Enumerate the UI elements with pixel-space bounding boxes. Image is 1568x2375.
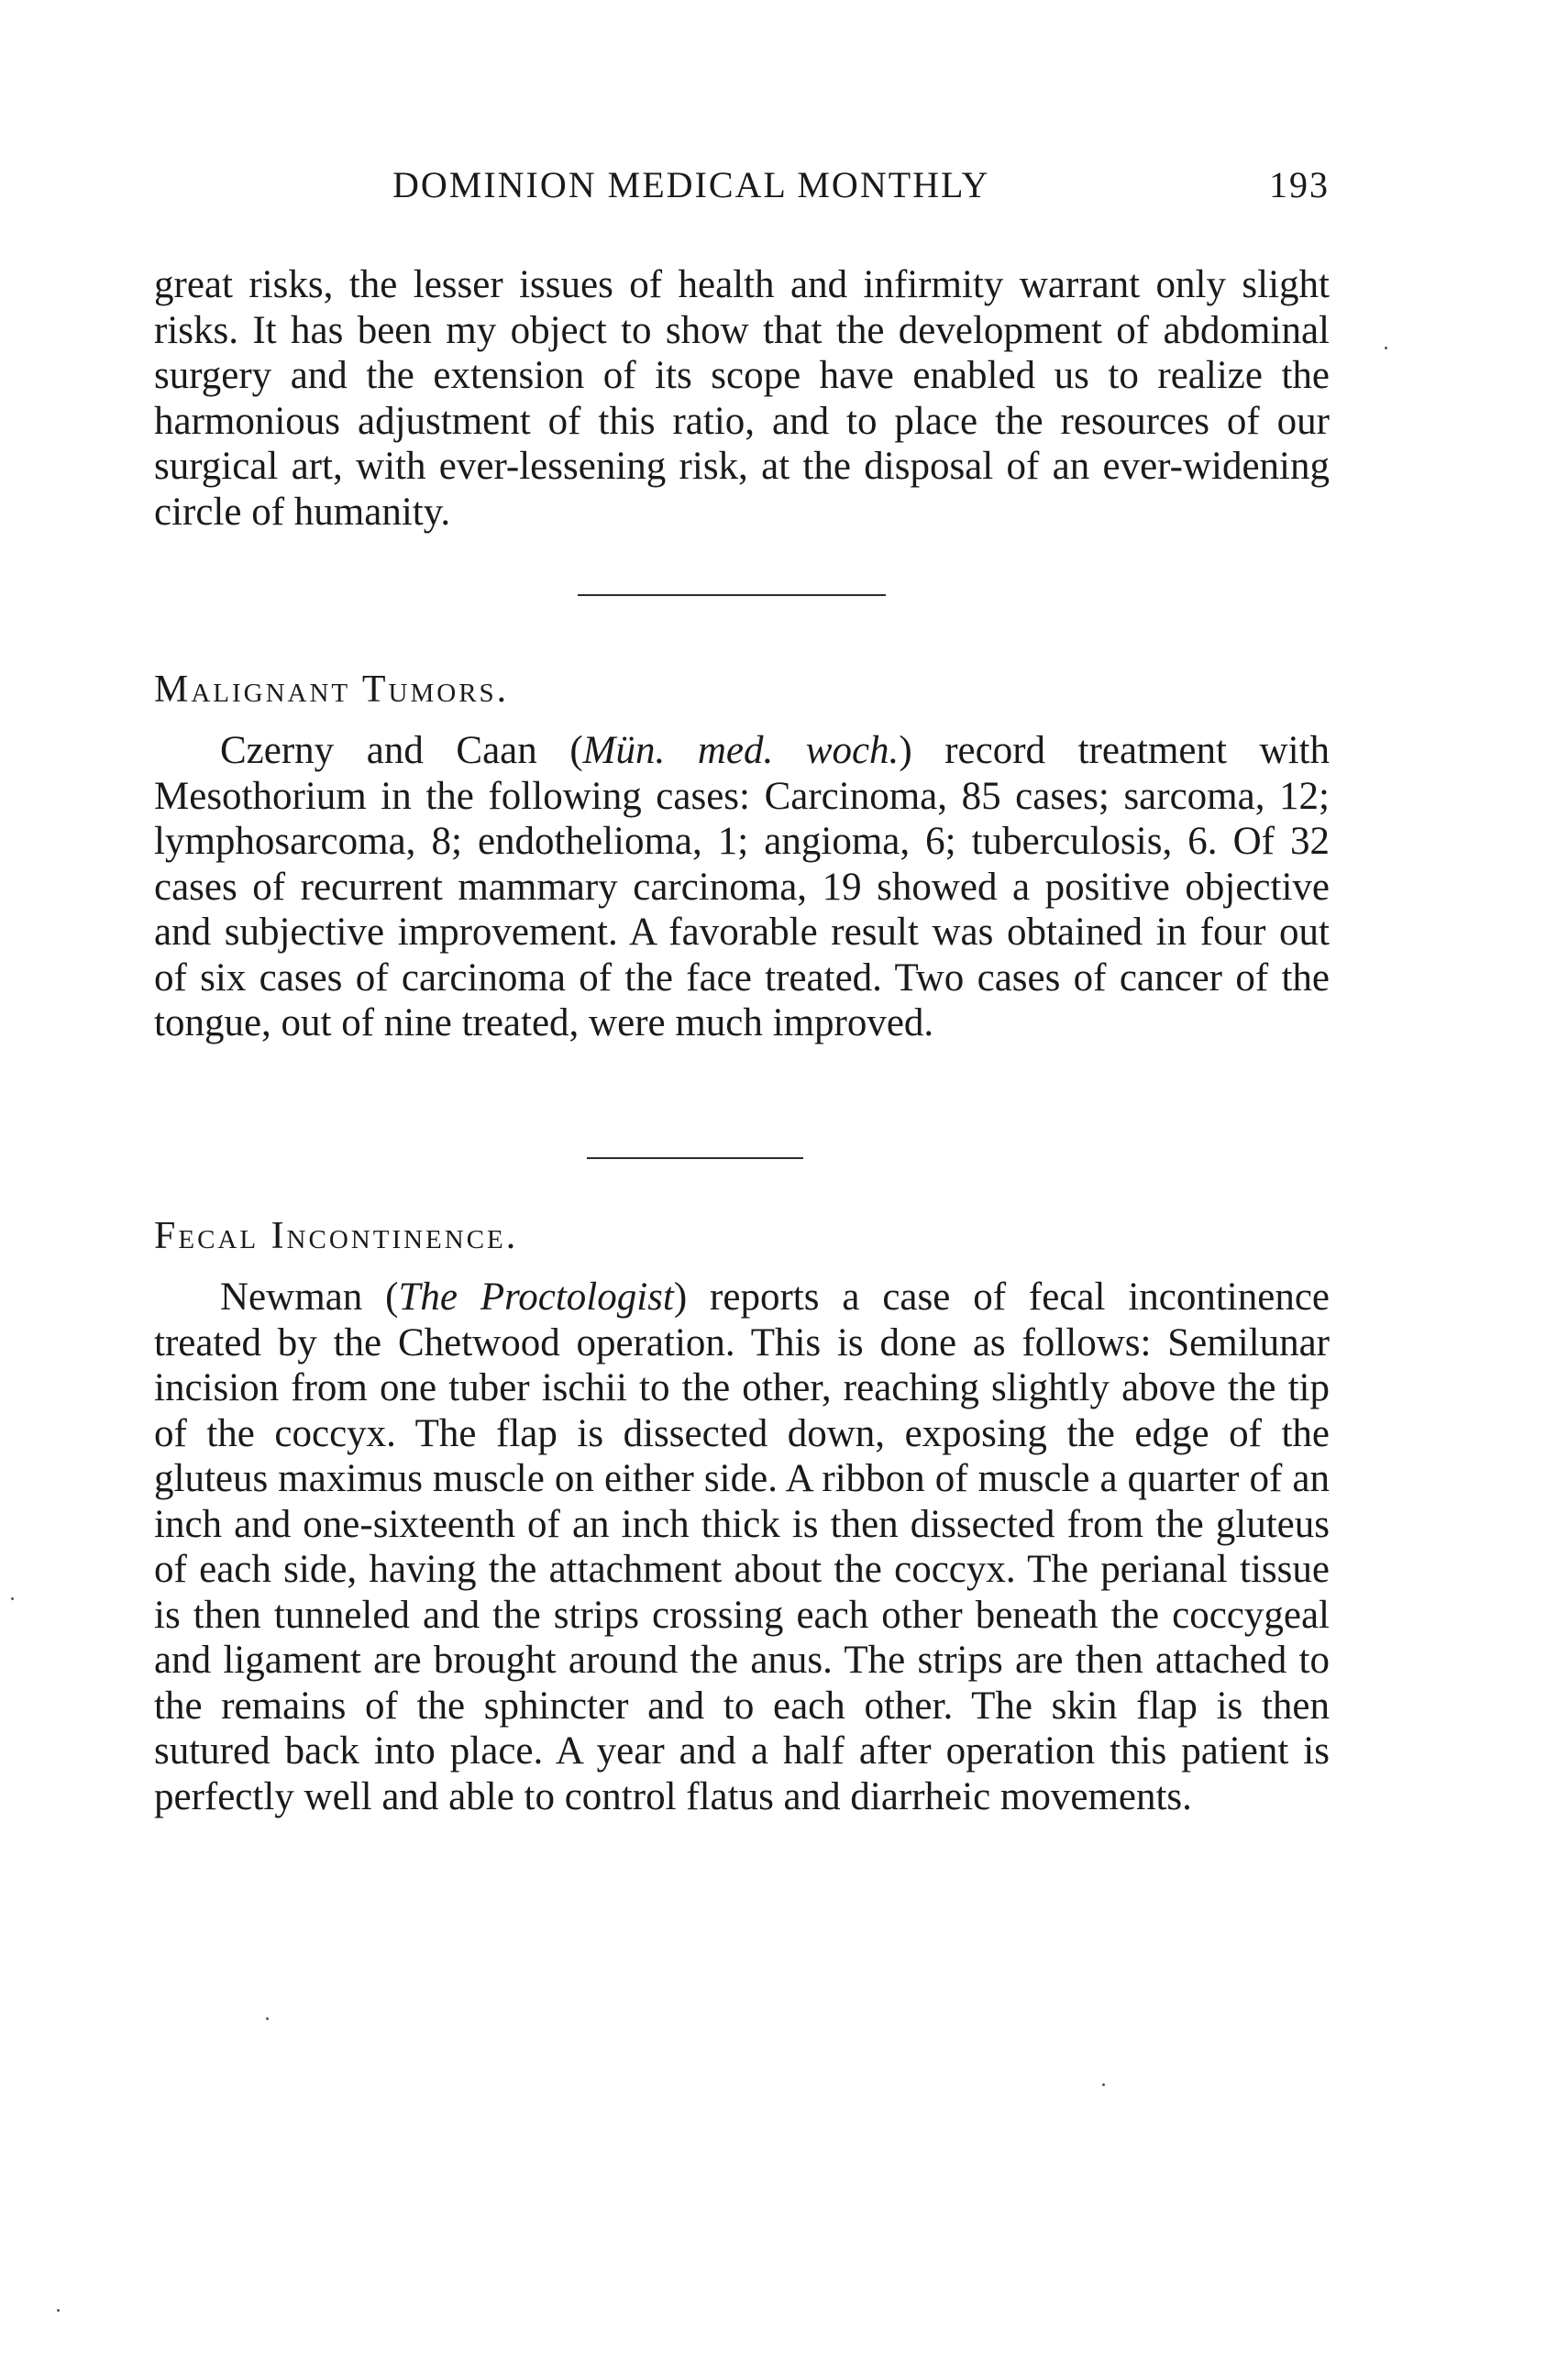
section-divider bbox=[578, 594, 886, 596]
print-speck bbox=[1102, 2083, 1105, 2086]
malignant-tumors-paragraph bbox=[154, 728, 1330, 1046]
page-number: 193 bbox=[1269, 164, 1330, 205]
malignant-tumors-citation: Mün. med. woch. bbox=[582, 729, 900, 772]
fecal-incontinence-citation: The Proctologist bbox=[398, 1276, 674, 1319]
print-speck bbox=[1385, 347, 1387, 349]
section-heading-fecal-incontinence: Fecal Incontinence. bbox=[154, 1215, 519, 1257]
fecal-incontinence-body: ) reports a case of fecal incontinence treated by the Chetwood operation. This is done as follows: Semilunar incision from one tuber ischii to the other, reaching slightly above the tip of the coccyx. The flap is dissected down, exposing the edge of the gluteus maximus muscle on either side. A ribbon of muscle a quarter of an inch and one-sixteenth of an inch thick is then dissected from the gluteus of each side, having the attachment about the coccyx. The perianal tissue is then tunneled and the strips crossing each other beneath the coccygeal and ligament are brought around the anus. The strips are then attached to the remains of the sphincter and to each other. The skin flap is then sutured back into place. A year and a half after operation this patient is perfectly well and able to control flatus and diarrheic movements. bbox=[154, 1276, 1330, 1818]
intro-paragraph: great risks, the lesser issues of health and infirmity warrant only slight risks. It has been my object to show that the development of abdominal surgery and the extension of its scope have enabled us to realize the harmonious adjustment of this ratio, and to place the resources of our surgical art, with ever-lessening risk, at the disposal of an ever-widening circle of humanity. bbox=[154, 263, 1330, 534]
print-speck bbox=[266, 2017, 269, 2020]
fecal-incontinence-lead: Newman ( bbox=[220, 1276, 399, 1319]
running-head bbox=[154, 163, 1330, 218]
print-speck bbox=[11, 1597, 14, 1600]
section-heading-malignant-tumors: Malignant Tumors. bbox=[154, 668, 510, 711]
section-divider bbox=[587, 1157, 803, 1159]
malignant-tumors-body: ) record treatment with Mesothorium in the following cases: Carcinoma, 85 cases; sarcoma, 12; lymphosarcoma, 8; endothelioma, 1; angioma, 6; tuberculosis, 6. Of 32 cases of recurrent mammary carcinoma, 19 showed a positive objective and subjective improvement. A favorable result was obtained in four out of six cases of carcinoma of the face treated. Two cases of cancer of the tongue, out of nine treated, were much improved. bbox=[154, 729, 1330, 1044]
running-title: DOMINION MEDICAL MONTHLY bbox=[392, 164, 990, 205]
fecal-incontinence-paragraph bbox=[154, 1275, 1330, 1819]
malignant-tumors-lead: Czerny and Caan ( bbox=[220, 729, 583, 772]
print-speck bbox=[57, 2309, 60, 2312]
